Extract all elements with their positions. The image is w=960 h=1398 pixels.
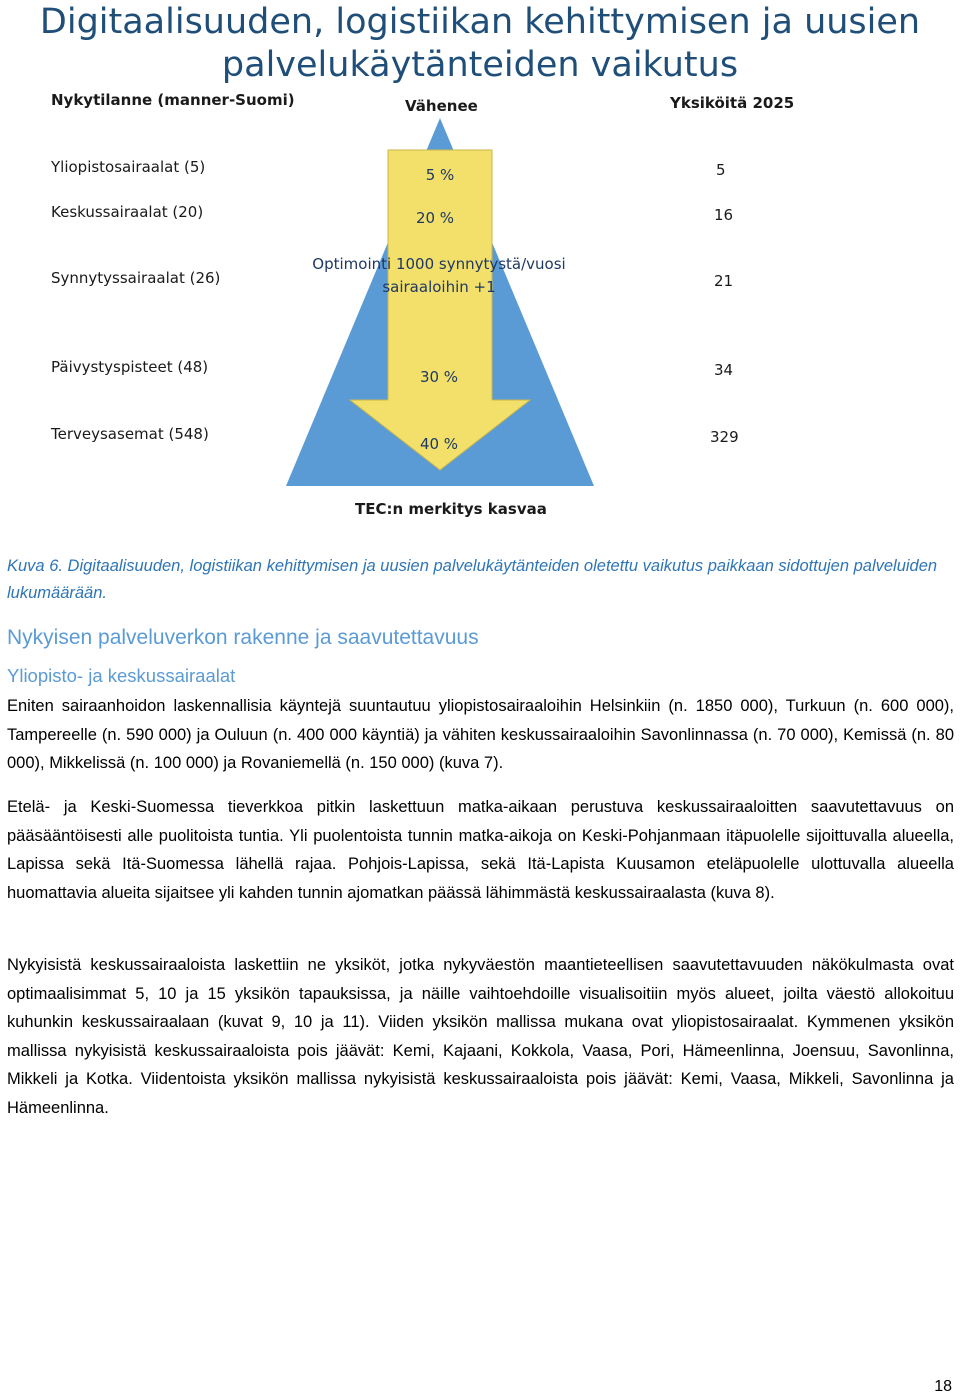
- arrow-text-line1: Optimointi 1000 synnytystä/vuosi: [312, 255, 566, 273]
- units-2025-level-3: 21: [714, 272, 734, 290]
- figure-caption: Kuva 6. Digitaalisuuden, logistiikan kehittymisen ja uusien palvelukäytänteiden oletettu vaikutus paikkaan sidottujen palveluiden lukumäärään.: [7, 557, 938, 602]
- subsection-heading: Yliopisto- ja keskussairaalat: [7, 665, 236, 686]
- bottom-label: TEC:n merkitys kasvaa: [355, 500, 547, 518]
- level-label-4: Päivystyspisteet (48): [51, 358, 209, 376]
- page-number: 18: [934, 1378, 952, 1395]
- right-header: Yksiköitä 2025: [670, 94, 795, 112]
- paragraph-2: Etelä- ja Keski-Suomessa tieverkkoa pitkin laskettuun matka-aikaan perustuva keskussairaaloitten saavutettavuus on pääsääntöisesti alle puolitoista tuntia. Yli puolentoista tunnin matka-aikoja on Keski-Pohjanmaan itäpuolelle sijoittuvalla alueella, Lapissa sekä Itä-Suomessa lähellä rajaa. Pohjois-Lapissa, sekä Itä-Lapista Kuusamon eteläpuolelle ulottuvalla alueella huomattavia alueita sijaitsee yli kahden tunnin ajomatkan päässä lähimmästä keskussairaalasta (kuva 8).: [7, 798, 954, 902]
- percent-level-2: 20 %: [415, 209, 455, 227]
- pyramid-graphic: [0, 0, 960, 530]
- units-2025-level-1: 5: [716, 161, 726, 179]
- level-label-2: Keskussairaalat (20): [51, 203, 204, 221]
- figure-title-line1: Digitaalisuuden, logistiikan kehittymisen ja uusien: [39, 2, 921, 42]
- paragraph-1: Eniten sairaanhoidon laskennallisia käyntejä suuntautuu yliopistosairaaloihin Helsinkiin (n. 1850 000), Turkuun (n. 600 000), Tampereelle (n. 590 000) ja Ouluun (n. 400 000 käyntiä) ja vähiten keskussairaaloihin Savonlinnassa (n. 70 000), Kemissä (n. 80 000), Mikkelissä (n. 100 000) ja Rovaniemellä (n. 150 000) (kuva 7).: [7, 697, 954, 772]
- section-heading: Nykyisen palveluverkon rakenne ja saavutettavuus: [7, 626, 479, 649]
- top-label: Vähenee: [405, 97, 478, 115]
- percent-level-5: 40 %: [419, 435, 459, 453]
- units-2025-level-5: 329: [710, 428, 739, 446]
- paragraph-3: Nykyisistä keskussairaaloista laskettiin ne yksiköt, jotka nykyväestön maantieteellisen saavutettavuuden näkökulmasta ovat optimaalisimmat 5, 10 ja 15 yksikön tapauksissa, ja näille vaihtoehdoille visualisoitiin myös alueet, joilta väestö allokoituu kuhunkin keskussairaalaan (kuvat 9, 10 ja 11). Viiden yksikön mallissa mukana ovat yliopistosairaalat. Kymmenen yksikön mallissa nykyisistä keskussairaaloista pois jäävät: Kemi, Kajaani, Kokkola, Vaasa, Pori, Hämeenlinna, Joensuu, Savonlinna, Mikkeli ja Kotka. Viidentoista yksikön mallissa nykyisistä keskussairaaloista pois jäävät: Kemi, Vaasa, Mikkeli, Savonlinna ja Hämeenlinna.: [7, 956, 954, 1117]
- figure-title-line2: palvelukäytänteiden vaikutus: [221, 45, 739, 85]
- level-label-1: Yliopistosairaalat (5): [51, 158, 206, 176]
- level-label-5: Terveysasemat (548): [51, 425, 209, 443]
- percent-level-1: 5 %: [425, 166, 455, 184]
- units-2025-level-4: 34: [714, 361, 734, 379]
- figure-pyramid: [0, 0, 960, 530]
- units-2025-level-2: 16: [714, 206, 734, 224]
- level-label-3: Synnytyssairaalat (26): [51, 269, 221, 287]
- arrow-text-line2: sairaaloihin +1: [382, 278, 496, 296]
- percent-level-4: 30 %: [419, 368, 459, 386]
- left-header: Nykytilanne (manner-Suomi): [51, 91, 295, 109]
